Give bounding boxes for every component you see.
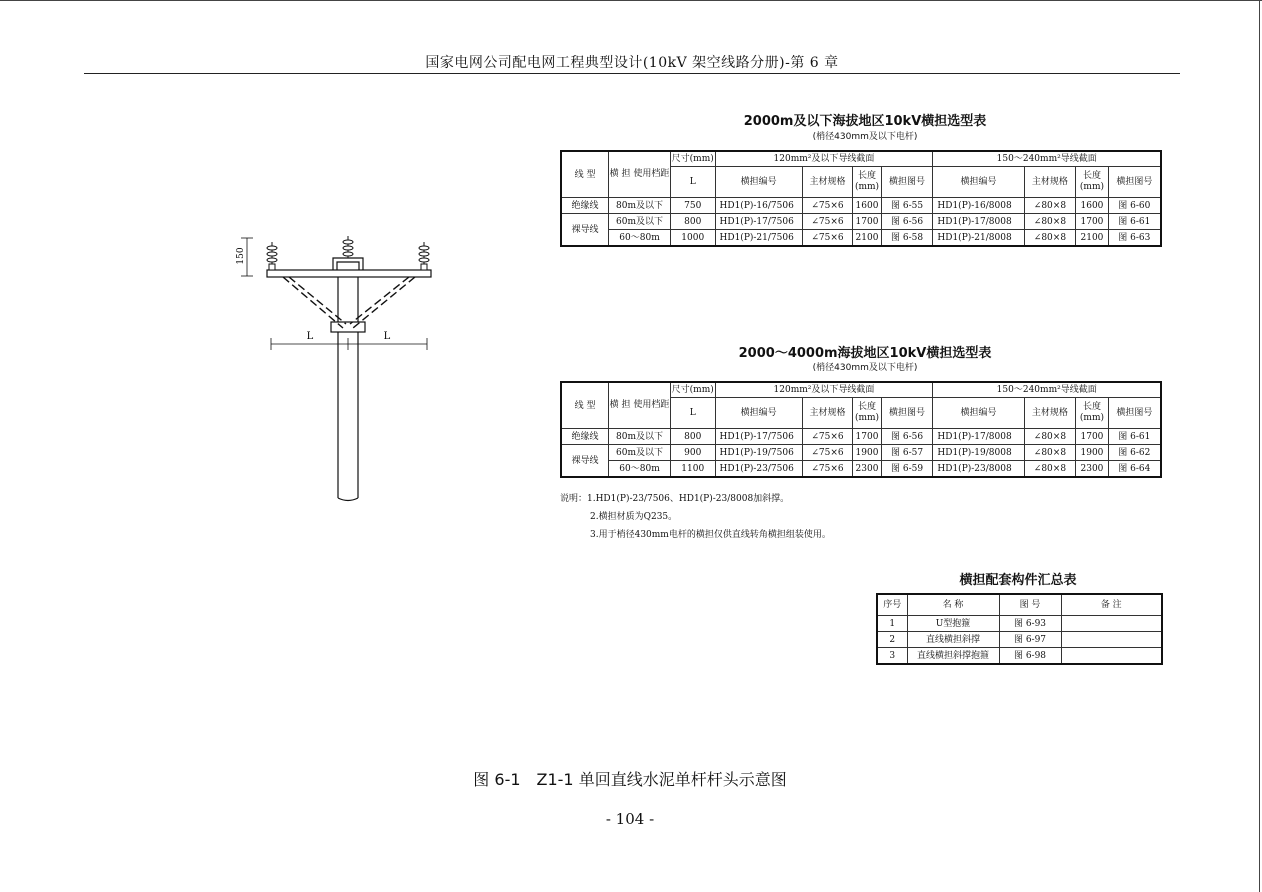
cell-span: 60m及以下 [609,445,671,461]
cell-material2: ∠80×8 [1024,214,1076,230]
cell-material1: ∠75×6 [802,461,853,478]
head-group2: 150～240mm²导线截面 [933,382,1161,398]
cell-drawing1: 图 6-58 [881,230,933,247]
cell-L: 900 [670,445,715,461]
cell-length2: 2100 [1076,230,1108,247]
cell-code1: HD1(P)-16/7506 [715,198,802,214]
notes [560,490,831,544]
table-row [561,198,1161,214]
cell-L: 1100 [670,461,715,478]
head-span: 横 担 使用档距 [609,151,671,198]
insulator-center-icon [343,236,353,258]
table-row [561,230,1161,247]
cell-code1: HD1(P)-17/7506 [715,429,802,445]
dim-right-label: L [383,331,391,342]
cell-material1: ∠75×6 [802,445,853,461]
page-frame-top [0,0,1262,1]
cell-length2: 2300 [1076,461,1108,478]
table-row [561,461,1161,478]
header-rule [84,73,1180,74]
cell-L: 750 [670,198,715,214]
cell-span: 80m及以下 [609,198,671,214]
right-brace-outer [353,277,415,328]
cell-drawing2: 图 6-64 [1108,461,1161,478]
parts-cell-drawing: 图 6-93 [999,616,1061,632]
cell-type: 裸导线 [561,445,609,478]
parts-cell-no: 3 [877,648,907,665]
cell-code2: HD1(P)-21/8008 [933,230,1024,247]
cell-span: 80m及以下 [609,429,671,445]
note-3: 3.用于梢径430mm电杆的横担仅供直线转角横担组装使用。 [590,530,831,540]
cell-code2: HD1(P)-23/8008 [933,461,1024,478]
cell-L: 1000 [670,230,715,247]
cell-length2: 1700 [1076,429,1108,445]
head-length-2: 长度 (mm) [1076,398,1108,429]
head-material-1: 主材规格 [802,167,853,198]
cell-material1: ∠75×6 [802,198,853,214]
cell-material2: ∠80×8 [1024,198,1076,214]
table-row [877,632,1162,648]
head-group2: 150～240mm²导线截面 [933,151,1161,167]
cell-length1: 1700 [853,214,881,230]
cell-drawing1: 图 6-56 [881,429,933,445]
cell-L: 800 [670,429,715,445]
cell-code1: HD1(P)-21/7506 [715,230,802,247]
dim-height-label: 150 [236,247,246,265]
cell-material2: ∠80×8 [1024,461,1076,478]
parts-head-no: 序号 [877,594,907,616]
cell-span: 60～80m [609,461,671,478]
table1-subtitle: (梢径430mm及以下电杆) [812,132,918,142]
cell-length2: 1600 [1076,198,1108,214]
crossarm [267,270,431,277]
pole-bottom [338,498,358,501]
right-brace-inner [350,277,409,324]
head-line-type: 线 型 [561,382,609,429]
cell-material2: ∠80×8 [1024,445,1076,461]
note-2: 2.横担材质为Q235。 [590,512,678,522]
cell-drawing1: 图 6-55 [881,198,933,214]
head-span: 横 担 使用档距 [609,382,671,429]
cell-type: 绝缘线 [561,429,609,445]
cell-material1: ∠75×6 [802,214,853,230]
cell-drawing2: 图 6-63 [1108,230,1161,247]
parts-cell-remark [1061,616,1162,632]
parts-cell-no: 2 [877,632,907,648]
cell-material2: ∠80×8 [1024,429,1076,445]
head-material-2: 主材规格 [1024,167,1076,198]
table2 [560,381,1162,478]
parts-head-remark: 备 注 [1061,594,1162,616]
table-row [561,429,1161,445]
table-row [561,445,1161,461]
cell-material1: ∠75×6 [802,230,853,247]
head-L: L [670,167,715,198]
page-number: - 104 - [605,810,655,828]
page-frame-right [1259,0,1260,892]
left-brace-outer [283,277,343,328]
cell-type: 绝缘线 [561,198,609,214]
cell-code1: HD1(P)-23/7506 [715,461,802,478]
cell-code2: HD1(P)-17/8008 [933,214,1024,230]
parts-table [876,593,1163,665]
cell-span: 60～80m [609,230,671,247]
table-row [877,648,1162,665]
head-size: 尺寸(mm) [670,151,715,167]
cell-code2: HD1(P)-16/8008 [933,198,1024,214]
table1-title: 2000m及以下海拔地区10kV横担选型表 [743,114,987,129]
pole-head-diagram [225,228,440,513]
head-code-1: 横担编号 [715,167,802,198]
table2-subtitle: (梢径430mm及以下电杆) [812,363,918,373]
head-L: L [670,398,715,429]
head-group1: 120mm²及以下导线截面 [715,382,933,398]
head-drawing-1: 横担图号 [881,167,933,198]
head-material-2: 主材规格 [1024,398,1076,429]
head-code-1: 横担编号 [715,398,802,429]
cell-length1: 1600 [853,198,881,214]
cell-drawing2: 图 6-61 [1108,214,1161,230]
parts-cell-drawing: 图 6-97 [999,632,1061,648]
cell-length1: 2100 [853,230,881,247]
cell-span: 60m及以下 [609,214,671,230]
cell-length1: 2300 [853,461,881,478]
cell-drawing1: 图 6-59 [881,461,933,478]
cell-length2: 1700 [1076,214,1108,230]
head-drawing-2: 横担图号 [1108,398,1161,429]
cell-code2: HD1(P)-17/8008 [933,429,1024,445]
parts-cell-remark [1061,632,1162,648]
head-length-2: 长度 (mm) [1076,167,1108,198]
parts-cell-name: 直线横担斜撑 [907,632,999,648]
parts-cell-name: 直线横担斜撑抱箍 [907,648,999,665]
cell-length2: 1900 [1076,445,1108,461]
parts-title: 横担配套构件汇总表 [959,573,1077,588]
insulator-right-icon [419,242,429,270]
cell-L: 800 [670,214,715,230]
table-row [877,616,1162,632]
head-code-2: 横担编号 [933,167,1024,198]
cell-type: 裸导线 [561,214,609,247]
cell-length1: 1900 [853,445,881,461]
cell-code2: HD1(P)-19/8008 [933,445,1024,461]
table-row [561,214,1161,230]
head-drawing-2: 横担图号 [1108,167,1161,198]
cell-code1: HD1(P)-19/7506 [715,445,802,461]
head-length-1: 长度 (mm) [853,167,881,198]
page-header: 国家电网公司配电网工程典型设计(10kV 架空线路分册)-第 6 章 [425,55,839,71]
cell-material1: ∠75×6 [802,429,853,445]
head-size: 尺寸(mm) [670,382,715,398]
parts-cell-remark [1061,648,1162,665]
cell-drawing2: 图 6-62 [1108,445,1161,461]
head-group1: 120mm²及以下导线截面 [715,151,933,167]
figure-caption: 图 6-1 Z1-1 单回直线水泥单杆杆头示意图 [473,770,787,789]
table1 [560,150,1162,247]
table2-title: 2000～4000m海拔地区10kV横担选型表 [738,346,992,361]
head-code-2: 横担编号 [933,398,1024,429]
top-bracket [333,258,363,270]
cell-drawing2: 图 6-61 [1108,429,1161,445]
dim-left-label: L [306,331,314,342]
parts-head-name: 名 称 [907,594,999,616]
brace-clamp [331,322,365,332]
cell-drawing1: 图 6-56 [881,214,933,230]
cell-length1: 1700 [853,429,881,445]
cell-drawing1: 图 6-57 [881,445,933,461]
insulator-left-icon [267,242,277,270]
head-line-type: 线 型 [561,151,609,198]
parts-cell-drawing: 图 6-98 [999,648,1061,665]
parts-cell-name: U型抱箍 [907,616,999,632]
cell-drawing2: 图 6-60 [1108,198,1161,214]
head-length-1: 长度 (mm) [853,398,881,429]
note-1: 说明：1.HD1(P)-23/7506、HD1(P)-23/8008加斜撑。 [560,494,790,504]
cell-material2: ∠80×8 [1024,230,1076,247]
head-material-1: 主材规格 [802,398,853,429]
parts-head-drawing: 图 号 [999,594,1061,616]
head-drawing-1: 横担图号 [881,398,933,429]
parts-cell-no: 1 [877,616,907,632]
cell-code1: HD1(P)-17/7506 [715,214,802,230]
